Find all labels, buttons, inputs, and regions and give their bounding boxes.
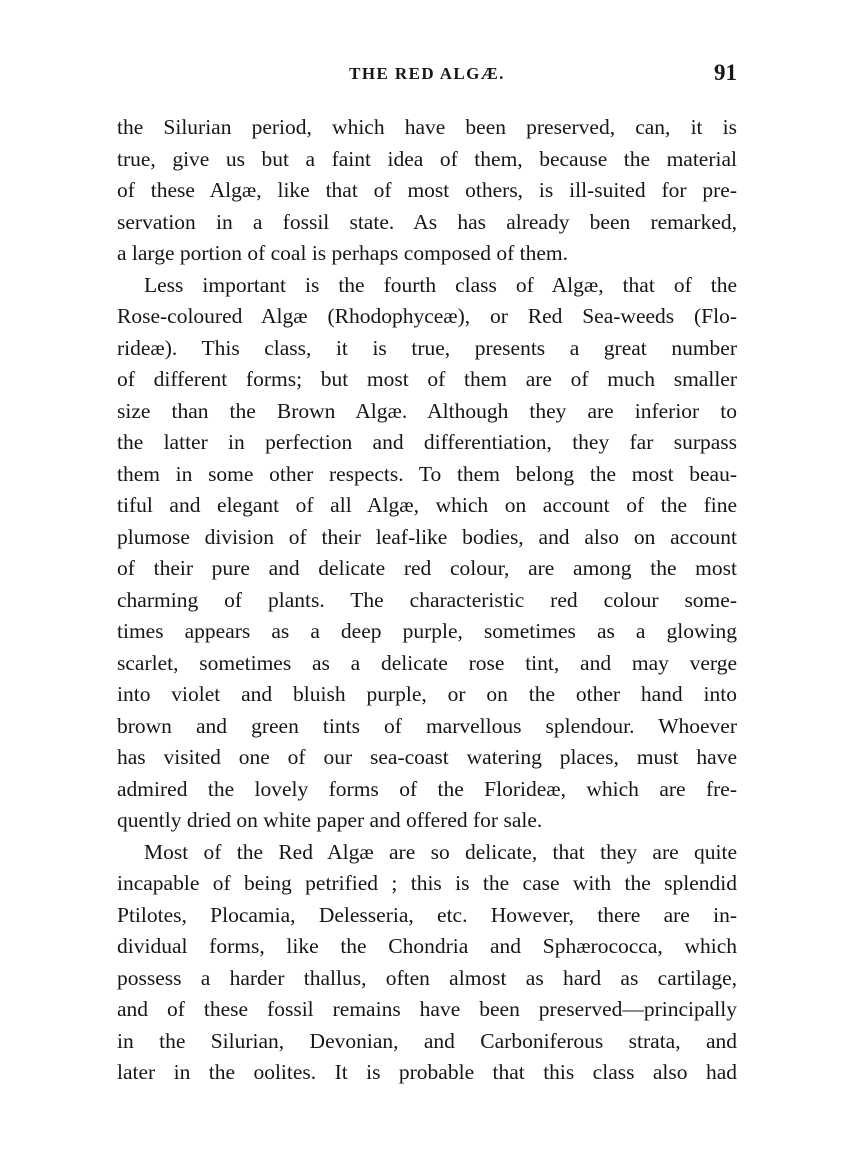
page-number: 91 xyxy=(714,60,737,85)
text-line: of these Algæ, like that of most others, is ill-suited for pre- xyxy=(117,178,737,202)
text-line: has visited one of our sea-coast watering places, must have xyxy=(117,745,737,769)
text-line: them in some other respects. To them belong the most beau- xyxy=(117,461,737,486)
text-line: incapable of being petrified ; this is the case with the splendid xyxy=(117,871,737,895)
text-line: plumose division of their leaf-like bodies, and also on account xyxy=(117,524,737,549)
text-line: Most of the Red Algæ are so delicate, that they are quite xyxy=(144,839,737,864)
text-line: Less important is the fourth class of Algæ, that of the xyxy=(144,272,737,297)
text-line: of their pure and delicate red colour, are among the most xyxy=(117,556,737,580)
text-line: admired the lovely forms of the Florideæ, which are fre- xyxy=(117,776,737,801)
text-line: Ptilotes, Plocamia, Delesseria, etc. However, there are in- xyxy=(117,902,737,927)
text-line: servation in a fossil state. As has already been remarked, xyxy=(117,209,737,234)
text-line: tiful and elegant of all Algæ, which on account of the fine xyxy=(117,493,737,517)
text-line: brown and green tints of marvellous splendour. Whoever xyxy=(117,713,737,738)
text-line: later in the oolites. It is probable that this class also had xyxy=(117,1060,737,1084)
text-line: quently dried on white paper and offered for sale. xyxy=(117,808,543,832)
text-line: rideæ). This class, it is true, presents a great number xyxy=(117,335,737,360)
body-text xyxy=(117,112,737,1089)
text-line: true, give us but a faint idea of them, because the material xyxy=(117,146,737,171)
text-line: in the Silurian, Devonian, and Carboniferous strata, and xyxy=(117,1028,737,1053)
text-line: a large portion of coal is perhaps composed of them. xyxy=(117,241,568,265)
running-title: THE RED ALGÆ. xyxy=(349,64,505,83)
text-line: times appears as a deep purple, sometimes as a glowing xyxy=(117,619,737,643)
text-line: charming of plants. The characteristic red colour some- xyxy=(117,587,737,612)
text-line: the Silurian period, which have been preserved, can, it is xyxy=(117,115,737,139)
text-line: possess a harder thallus, often almost as hard as cartilage, xyxy=(117,965,737,990)
text-line: of different forms; but most of them are of much smaller xyxy=(117,367,737,391)
running-header xyxy=(117,60,737,90)
text-line: into violet and bluish purple, or on the other hand into xyxy=(117,682,737,706)
text-line: the latter in perfection and differentiation, they far surpass xyxy=(117,430,737,454)
text-line: scarlet, sometimes as a delicate rose tint, and may verge xyxy=(117,650,737,675)
text-line: and of these fossil remains have been preserved—principally xyxy=(117,997,737,1021)
text-line: size than the Brown Algæ. Although they are inferior to xyxy=(117,398,737,423)
text-line: dividual forms, like the Chondria and Sphærococca, which xyxy=(117,934,737,958)
text-line: Rose-coloured Algæ (Rhodophyceæ), or Red Sea-weeds (Flo- xyxy=(117,304,737,328)
